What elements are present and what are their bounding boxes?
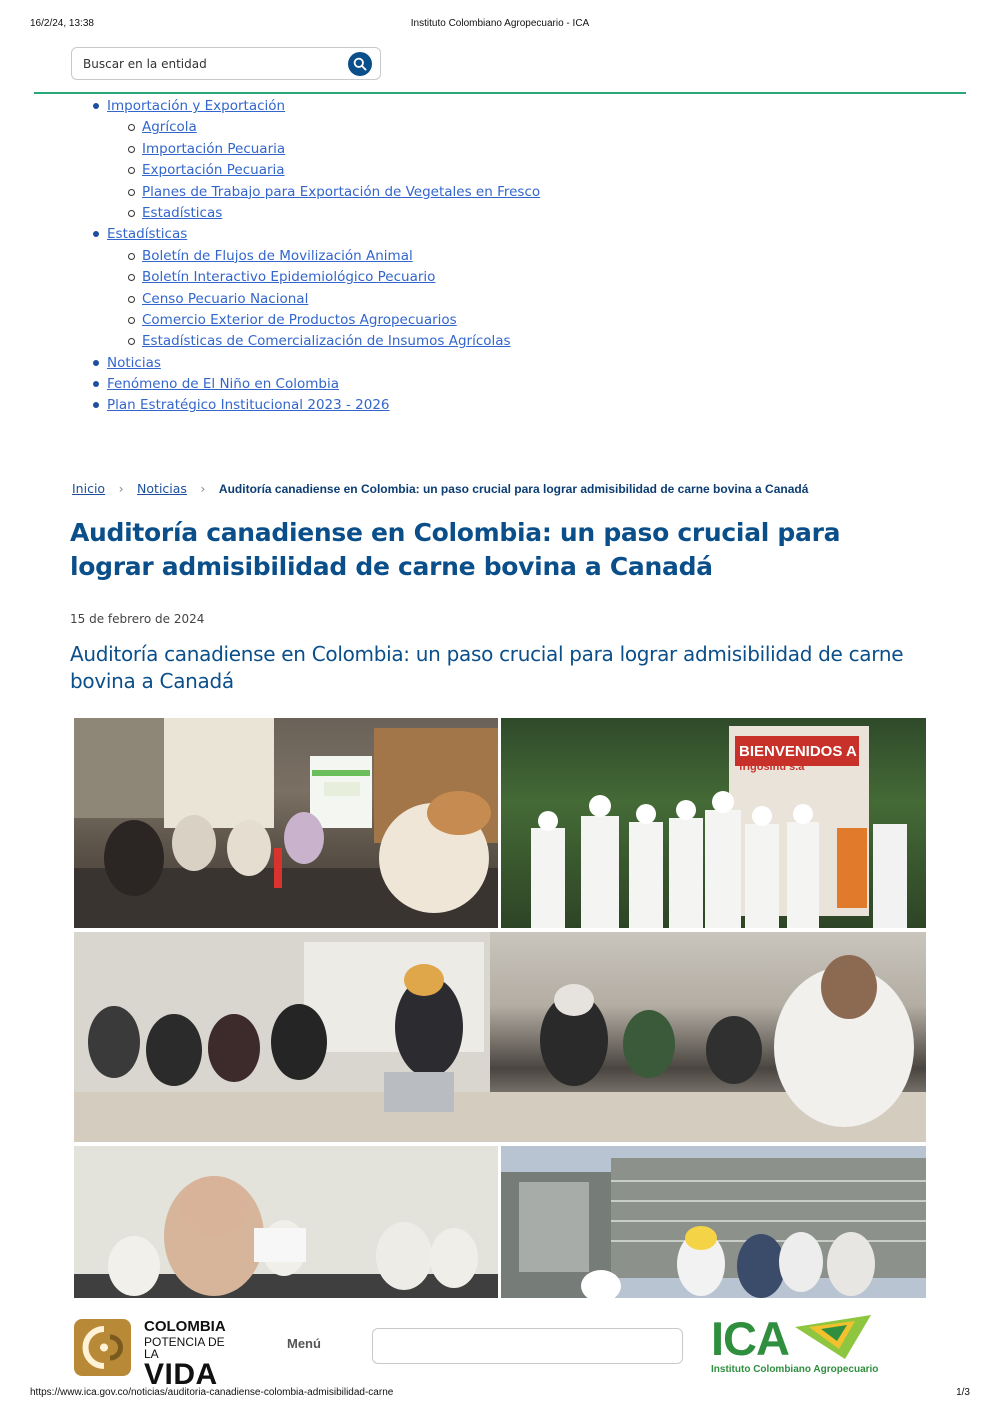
site-menu — [107, 96, 540, 417]
breadcrumb-home[interactable]: Inicio — [72, 481, 106, 496]
submenu-link[interactable]: Boletín de Flujos de Movilización Animal — [142, 247, 413, 264]
photo-sign-text: BIENVENIDOS A — [739, 743, 857, 760]
ica-logo-subtitle: Instituto Colombiano Agropecuario — [711, 1364, 879, 1375]
submenu-item-agricola — [107, 117, 540, 138]
submenu-item-boletin-epidemiologico — [107, 267, 540, 288]
menu-button[interactable]: Menú — [287, 1336, 321, 1351]
search-button[interactable] — [348, 52, 372, 76]
photo-meeting-room — [74, 718, 498, 928]
photo-frigosinu-group — [501, 718, 926, 928]
article-subtitle: Auditoría canadiense en Colombia: un paso crucial para lograr admisibilidad de carne bovina a Canadá — [70, 642, 904, 693]
breadcrumb-section[interactable]: Noticias — [137, 481, 187, 496]
submenu-link[interactable]: Exportación Pecuaria — [142, 162, 285, 179]
print-url: https://www.ica.gov.co/noticias/auditoria-canadiense-colombia-admisibilidad-carne — [30, 1387, 394, 1398]
publication-date: 15 de febrero de 2024 — [70, 612, 205, 626]
search-placeholder: Buscar en la entidad — [83, 57, 207, 71]
print-page-number: 1/3 — [956, 1387, 970, 1398]
menu-link[interactable]: Importación y Exportación — [107, 98, 286, 114]
submenu-item-planes-trabajo — [107, 182, 540, 203]
submenu-link[interactable]: Agrícola — [142, 119, 197, 136]
submenu-item-insumos-agricolas — [107, 331, 540, 352]
ica-leaf-icon — [795, 1315, 871, 1359]
submenu-item-importacion-pecuaria — [107, 139, 540, 160]
print-timestamp: 16/2/24, 13:38 — [30, 18, 94, 29]
gov-logo-line1: COLOMBIA — [144, 1318, 226, 1335]
print-page-title: Instituto Colombiano Agropecuario - ICA — [410, 18, 590, 29]
submenu-link[interactable]: Censo Pecuario Nacional — [142, 290, 309, 307]
gov-logo-line2: POTENCIA DE LA — [144, 1335, 225, 1361]
menu-item-noticias — [107, 353, 540, 374]
breadcrumb — [72, 481, 808, 496]
submenu-link[interactable]: Estadísticas — [142, 204, 223, 221]
submenu-link[interactable]: Importación Pecuaria — [142, 140, 286, 157]
submenu-item-exportacion-pecuaria — [107, 160, 540, 181]
page-title: Auditoría canadiense en Colombia: un paso crucial para lograr admisibilidad de carne bovina a Canadá — [70, 518, 841, 581]
colombia-potencia-vida-logo[interactable] — [74, 1318, 234, 1391]
article-photo-collage — [74, 718, 926, 1298]
photo-audit-meeting — [74, 932, 926, 1142]
print-footer — [30, 1387, 970, 1401]
menu-item-plan-estrategico — [107, 395, 540, 416]
submenu-item-censo-pecuario — [107, 289, 540, 310]
gov-logo-line3: VIDA — [144, 1358, 218, 1391]
chevron-right-icon: › — [200, 481, 206, 496]
photo-lab-table — [74, 1146, 498, 1298]
submenu-item-comercio-exterior — [107, 310, 540, 331]
menu-item-estadisticas — [107, 224, 540, 245]
header-divider — [34, 92, 966, 94]
menu-item-importacion-exportacion — [107, 96, 540, 117]
submenu-link[interactable]: Comercio Exterior de Productos Agropecuarios — [142, 311, 457, 328]
menu-item-fenomeno-nino — [107, 374, 540, 395]
submenu-link[interactable]: Planes de Trabajo para Exportación de Vegetales en Fresco — [142, 183, 541, 200]
submenu-link[interactable]: Estadísticas de Comercialización de Insumos Agrícolas — [142, 333, 511, 350]
site-header-bar — [0, 1305, 1000, 1391]
search-icon — [353, 57, 367, 71]
ica-logo-word: ICA — [711, 1312, 789, 1365]
submenu-link[interactable]: Boletín Interactivo Epidemiológico Pecuario — [142, 269, 436, 286]
submenu-item-boletin-flujos — [107, 246, 540, 267]
svg-text:frigosinu s.a: frigosinu s.a — [739, 761, 805, 773]
menu-link[interactable]: Fenómeno de El Niño en Colombia — [107, 376, 339, 393]
menu-link[interactable]: Noticias — [107, 354, 161, 371]
ica-logo[interactable] — [711, 1312, 879, 1375]
print-header — [30, 18, 970, 32]
photo-cattle-truck — [501, 1146, 926, 1298]
search-input[interactable] — [71, 47, 381, 80]
menu-link[interactable]: Plan Estratégico Institucional 2023 - 2026 — [107, 397, 390, 414]
header-search-field[interactable] — [372, 1328, 683, 1364]
chevron-right-icon: › — [118, 481, 124, 496]
breadcrumb-current: Auditoría canadiense en Colombia: un paso crucial para lograr admisibilidad de carne bovina a Canadá — [218, 482, 809, 496]
menu-link[interactable]: Estadísticas — [107, 226, 188, 243]
gov-emblem-icon — [74, 1319, 131, 1376]
submenu-item-estadisticas — [107, 203, 540, 224]
